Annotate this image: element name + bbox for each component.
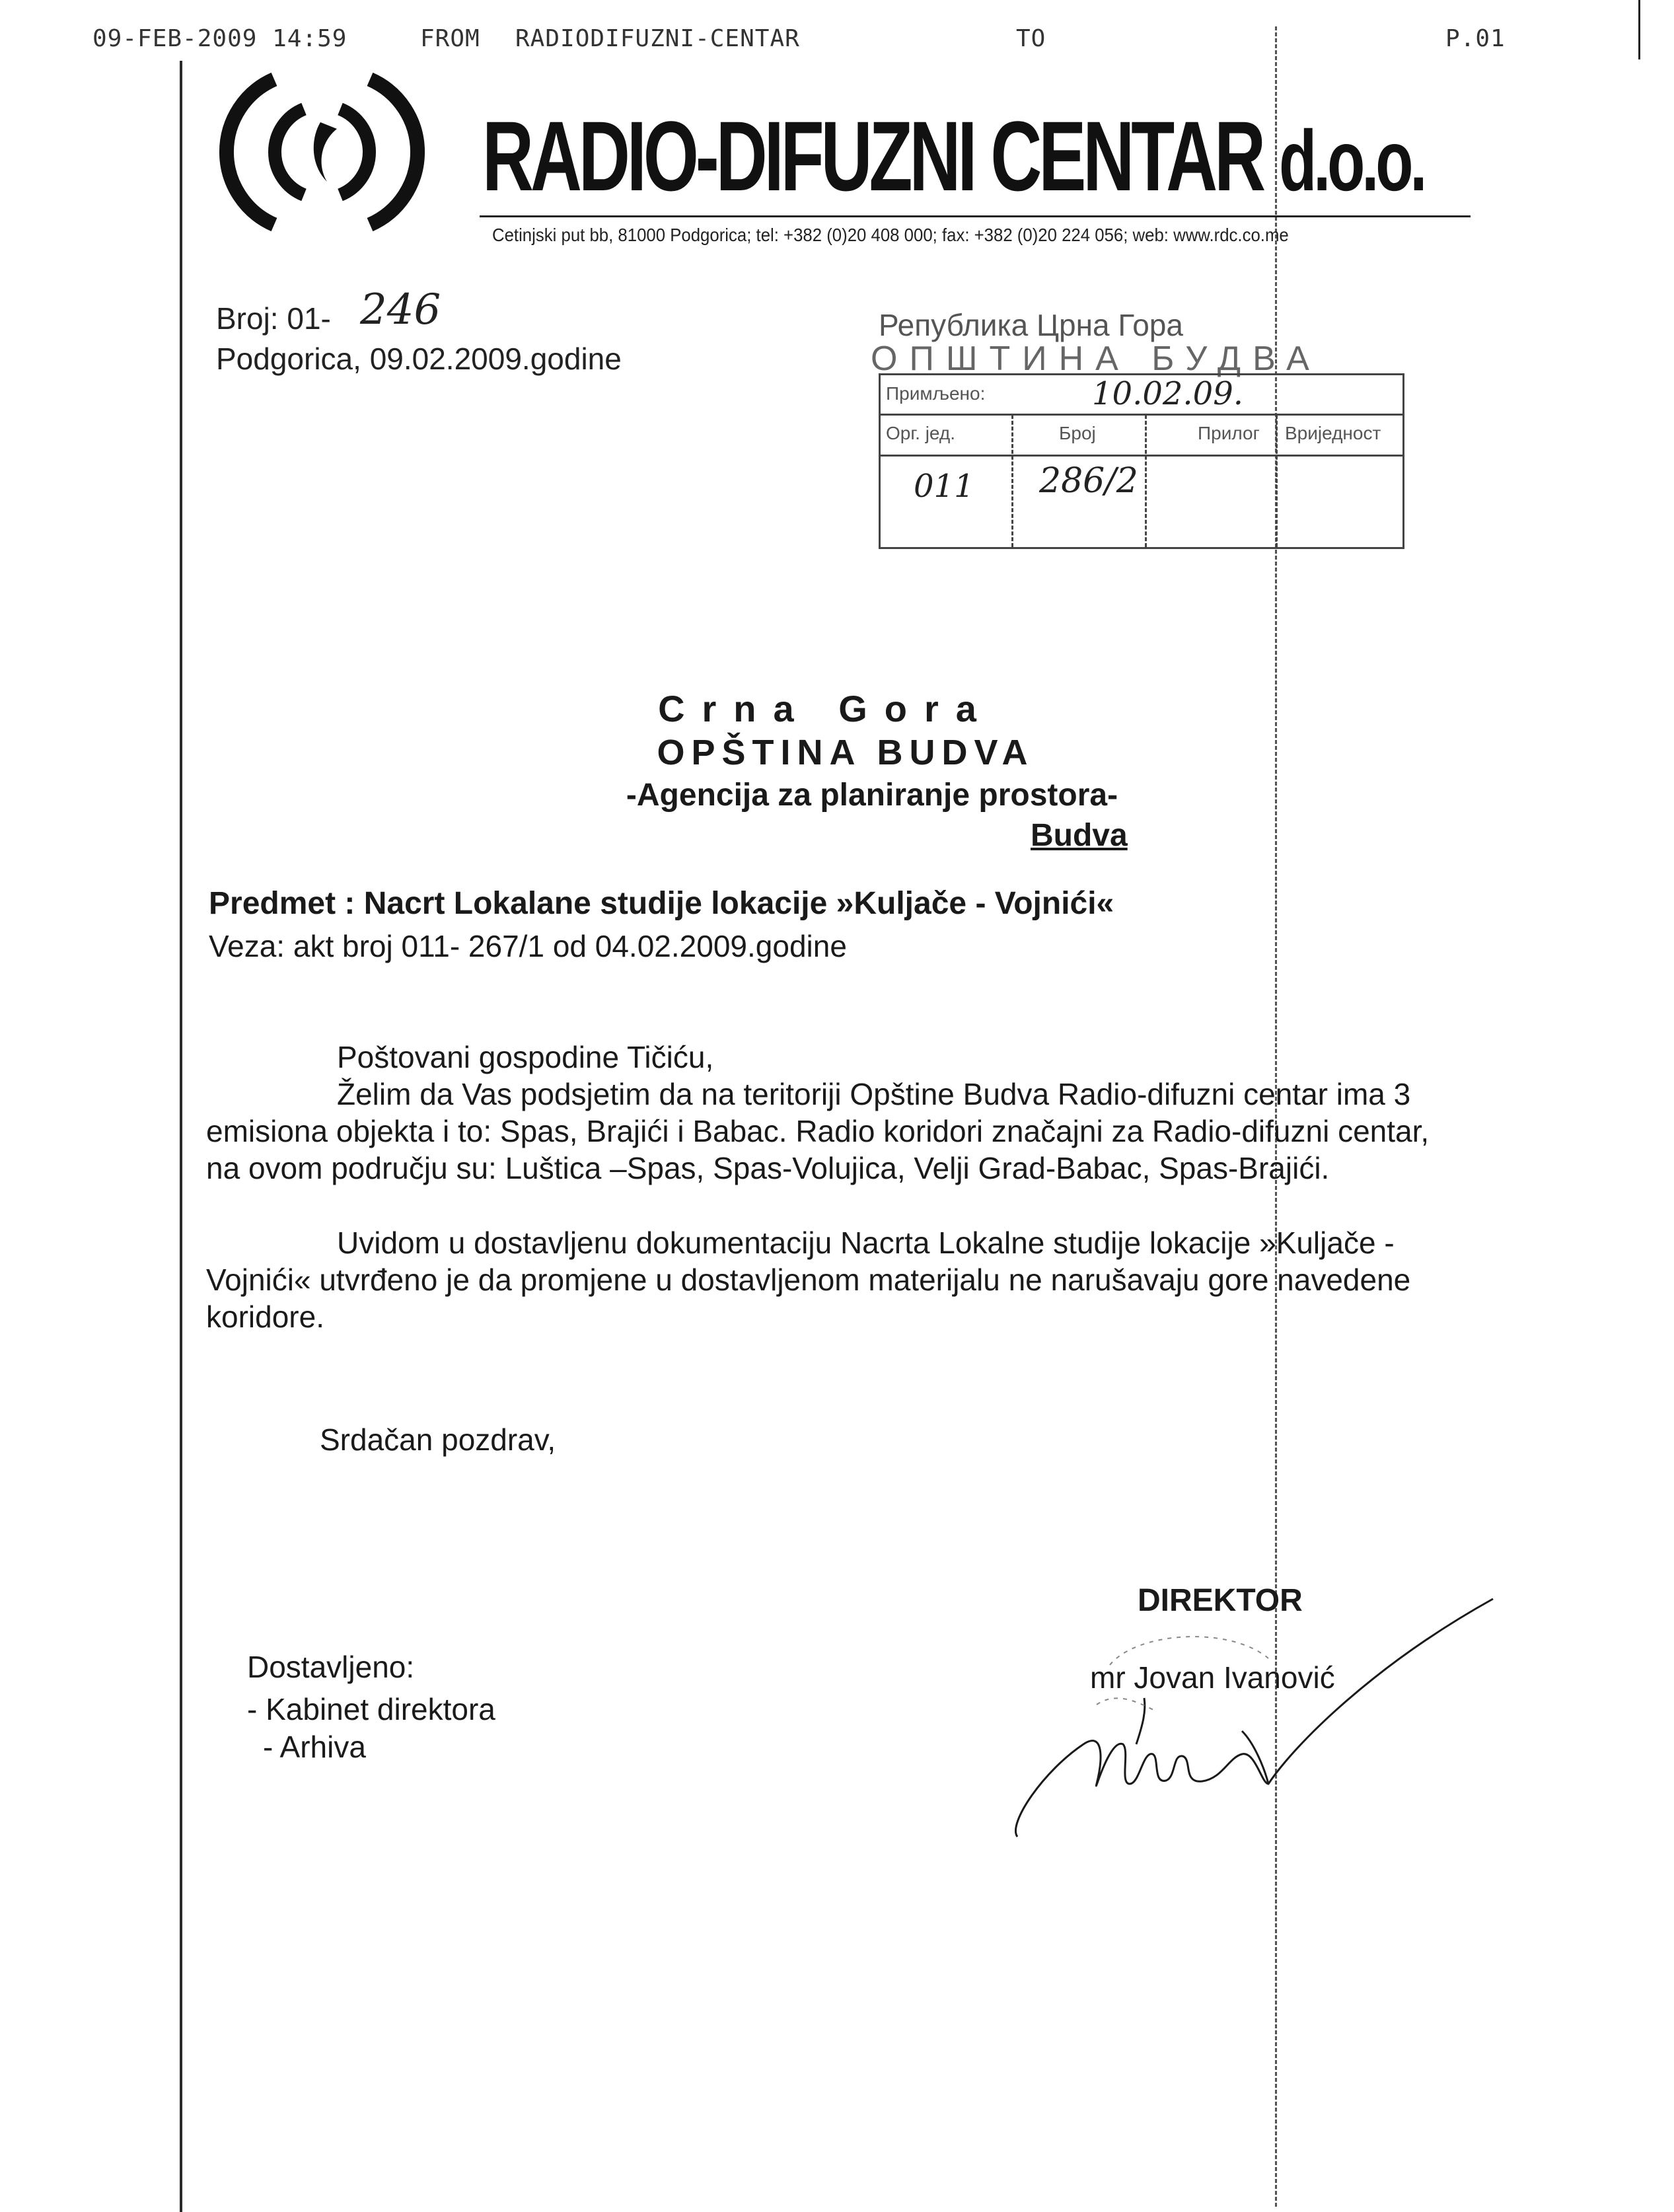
- fax-page-number: P.01: [1445, 25, 1506, 52]
- stamp-col2-label: Број: [1059, 423, 1096, 443]
- stamp-col4-label: Вриједност: [1285, 423, 1381, 443]
- recipient-municipality: OPŠTINA BUDVA: [657, 733, 1035, 772]
- fax-to-label: TO: [1016, 25, 1046, 52]
- stamp-col2-value: 286/2: [1039, 461, 1138, 501]
- company-suffix: d.o.o.: [1279, 112, 1424, 209]
- company-name: [482, 99, 1424, 213]
- stamp-received-label: Примљено:: [886, 383, 986, 404]
- letter-paragraph-1: Želim da Vas podsjetim da na teritoriji Opštine Budva Radio-difuzni centar ima 3 emisiona objekta i to: Spas, Brajići i Babac. Radio koridori značajni za Radio-difuzni centar, na ovom području su: Luštica –Spas, Spas-Volujica, Velji Grad-Babac, Spas-Brajići.: [206, 1077, 1430, 1185]
- company-name-text: RADIO-DIFUZNI CENTAR: [482, 100, 1263, 211]
- stamp-received-row: [881, 375, 1402, 416]
- company-address: Cetinjski put bb, 81000 Podgorica; tel: +382 (0)20 408 000; fax: +382 (0)20 224 056; web: www.rdc.co.me: [492, 225, 1289, 245]
- stamp-divider: [1276, 415, 1278, 547]
- letter-closing: Srdačan pozdrav,: [320, 1422, 556, 1457]
- stamp-table: [879, 373, 1404, 549]
- stamp-header-row: [881, 415, 1402, 457]
- recipient-country: Crna Gora: [658, 688, 994, 729]
- delivered-item: - Arhiva: [263, 1730, 366, 1764]
- stamp-col3-label: Прилог: [1198, 423, 1260, 443]
- stamp-col1-value: 011: [914, 468, 974, 505]
- stamp-municipality: ОПШТИНА БУДВА: [871, 340, 1321, 378]
- letterhead-rule: [480, 215, 1471, 217]
- delivered-title: Dostavljeno:: [247, 1650, 415, 1684]
- letter-salutation: Poštovani gospodine Tičiću,: [337, 1040, 714, 1074]
- letter-subject: Predmet : Nacrt Lokalane studije lokacije »Kuljače - Vojnići«: [209, 886, 1114, 921]
- stamp-received-date: 10.02.09.: [1092, 375, 1244, 412]
- recipient-city: Budva: [1031, 818, 1128, 853]
- place-date: Podgorica, 09.02.2009.godine: [216, 342, 622, 376]
- fax-from-label: FROM: [420, 25, 480, 52]
- delivered-item: - Kabinet direktora: [247, 1692, 495, 1726]
- letter-reference: Veza: akt broj 011- 267/1 od 04.02.2009.godine: [209, 929, 847, 963]
- reference-number-handwritten: 246: [360, 285, 441, 334]
- scan-edge-line: [1638, 0, 1640, 59]
- director-name: mr Jovan Ivanović: [1090, 1660, 1335, 1695]
- stamp-divider: [1145, 415, 1147, 547]
- director-title: DIREKTOR: [1138, 1583, 1303, 1618]
- stamp-republic: Република Црна Гора: [879, 308, 1183, 342]
- radio-waves-icon: [211, 59, 436, 244]
- scan-margin-line: [180, 61, 182, 2212]
- fax-date-time: 09-FEB-2009 14:59: [92, 25, 347, 52]
- fax-from-value: RADIODIFUZNI-CENTAR: [515, 25, 800, 52]
- handwritten-signature: [1004, 1586, 1506, 1863]
- stamp-divider: [1011, 415, 1013, 547]
- reference-number-label: Broj: 01-: [216, 301, 331, 336]
- letter-paragraph-2: Uvidom u dostavljenu dokumentaciju Nacrta Lokalne studije lokacije »Kuljače - Vojnići« utvrđeno je da promjene u dostavljenom materijalu ne narušavaju gore navedene koridore.: [206, 1226, 1411, 1334]
- stamp-col1-label: Орг. јед.: [886, 423, 955, 443]
- recipient-agency: -Agencija za planiranje prostora-: [626, 778, 1118, 813]
